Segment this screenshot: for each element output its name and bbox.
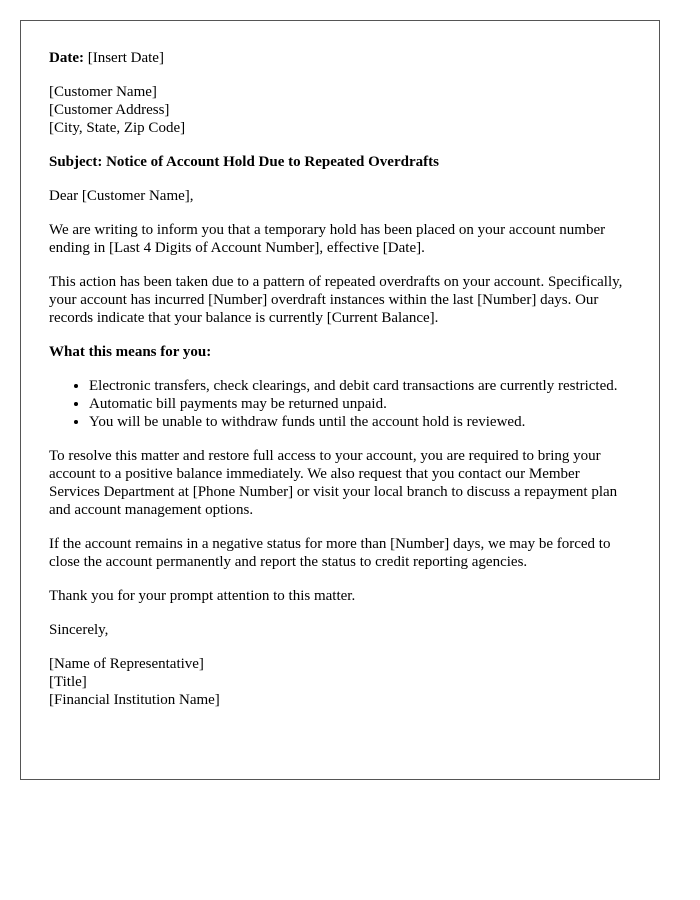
resolve-paragraph: To resolve this matter and restore full access to your account, you are required to bring your account to a positive balance immediately. We also request that you contact our Member Services Department at [Phone Number] or visit your local branch to discuss a repayment plan and account management options.	[49, 448, 618, 518]
institution-name: [Financial Institution Name]	[49, 692, 220, 708]
subject-line: Subject: Notice of Account Hold Due to Repeated Overdrafts	[49, 154, 439, 170]
closing: Sincerely,	[49, 622, 109, 638]
warning-paragraph: If the account remains in a negative status for more than [Number] days, we may be forced to close the account permanently and report the status to credit reporting agencies.	[49, 536, 611, 570]
representative-name: [Name of Representative]	[49, 656, 204, 672]
date-label: Date:	[49, 50, 84, 66]
reason-paragraph: This action has been taken due to a pattern of repeated overdrafts on your account. Specifically, your account has incurred [Number] overdraft instances within the last [Number] days. Our records indicate that your balance is currently [Current Balance].	[49, 274, 623, 326]
date-line	[49, 49, 631, 67]
signature-block	[49, 655, 631, 709]
recipient-city-state-zip: [City, State, Zip Code]	[49, 120, 186, 136]
intro-paragraph: We are writing to inform you that a temporary hold has been placed on your account number ending in [Last 4 Digits of Account Number], effective [Date].	[49, 222, 606, 256]
salutation: Dear [Customer Name],	[49, 188, 194, 204]
date-value: [Insert Date]	[87, 50, 164, 66]
list-item: • Electronic transfers, check clearings, and debit card transactions are currently restricted.	[89, 377, 631, 395]
impact-heading: What this means for you:	[49, 344, 212, 360]
thanks-paragraph: Thank you for your prompt attention to this matter.	[49, 588, 356, 604]
list-item: • Automatic bill payments may be returned unpaid.	[89, 395, 631, 413]
recipient-name: [Customer Name]	[49, 84, 157, 100]
representative-title: [Title]	[49, 674, 87, 690]
recipient-address-block	[49, 83, 631, 137]
recipient-address: [Customer Address]	[49, 102, 170, 118]
list-item: • You will be unable to withdraw funds until the account hold is reviewed.	[89, 413, 631, 431]
letter-page	[20, 20, 660, 780]
impact-list	[49, 377, 631, 431]
